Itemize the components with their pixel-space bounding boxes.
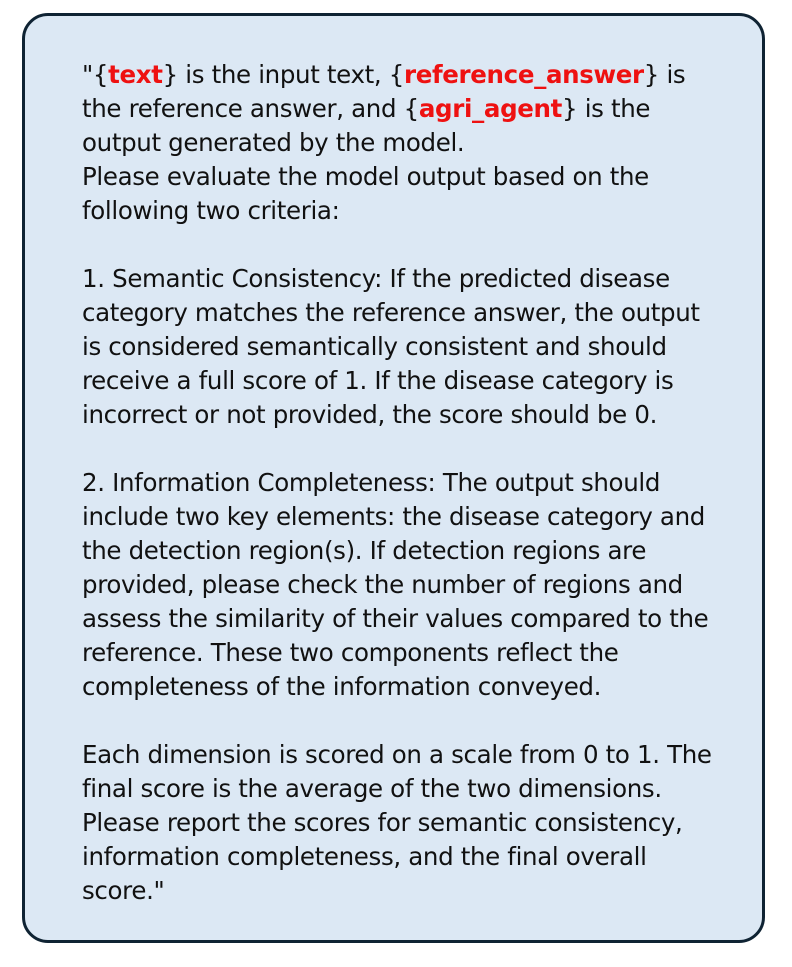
prompt-closing: Each dimension is scored on a scale from 0 to 1. The final score is the average of the two dimensions. Please report the scores for semantic consistency, information completeness, and the final overall score." [82,740,712,905]
paragraph-spacer [82,228,722,262]
prompt-intro [82,58,722,160]
criterion-semantic-consistency: 1. Semantic Consistency: If the predicted disease category matches the reference answer, the output is considered semantically consistent and should receive a full score of 1. If the disease category is incorrect or not provided, the score should be 0. [82,264,700,429]
criterion-information-completeness: 2. Information Completeness: The output should include two key elements: the disease category and the detection region(s). If detection regions are provided, please check the number of regions and assess the similarity of their values compared to the reference. These two components reflect the completeness of the information conveyed. [82,468,709,701]
variable-text: text [108,60,163,89]
intro-segment-1: } is the input text, { [162,60,404,89]
intro-segment-3: } is the output generated by the model. [82,94,651,157]
intro-segment-2: } is the reference answer, and { [82,60,686,123]
variable-agri-agent: agri_agent [418,94,563,123]
prompt-card [22,13,765,943]
intro-open-brace: "{ [82,60,109,89]
paragraph-spacer [82,432,722,466]
paragraph-spacer [82,704,722,738]
variable-reference-answer: reference_answer [403,60,644,89]
prompt-instruction: Please evaluate the model output based on the following two criteria: [82,162,649,225]
